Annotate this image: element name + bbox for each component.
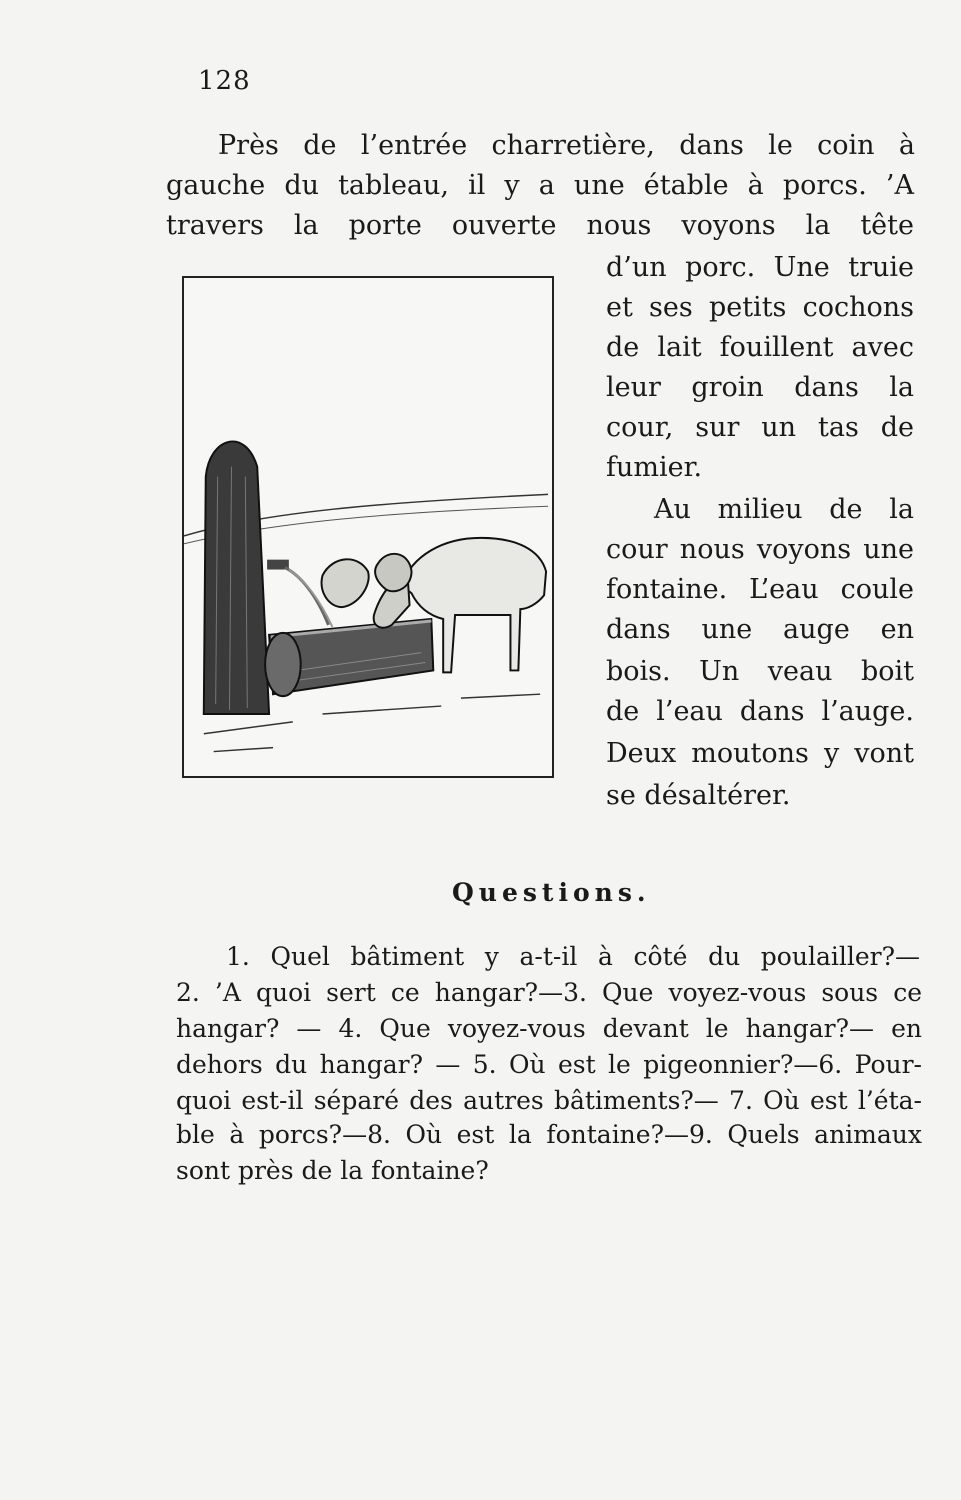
text-line: travers la porte ouverte nous voyons la tête [166, 210, 914, 241]
text-line: cour nous voyons une [606, 534, 914, 565]
text-line: fumier. [606, 452, 703, 483]
text-line: d’un porc. Une truie [606, 252, 914, 283]
question-line: 2. ’A quoi sert ce hangar?—3. Que voyez-vous sous ce [176, 978, 922, 1007]
text-line: cour, sur un tas de [606, 412, 914, 443]
fountain-post [204, 441, 269, 714]
questions-title: Questions. [452, 878, 651, 907]
text-line: se désaltérer. [606, 780, 791, 811]
sheep-head [322, 559, 369, 607]
text-line: Deux moutons y vont [606, 738, 914, 769]
text-line: gauche du tableau, il y a une étable à porcs. ’A [166, 170, 914, 201]
text-line: fontaine. L’eau coule [606, 574, 914, 605]
question-line: dehors du hangar? — 5. Où est le pigeonnier?—6. Pour- [176, 1050, 922, 1079]
question-line: quoi est-il séparé des autres bâtiments?— 7. Où est l’éta- [176, 1086, 922, 1115]
text-line: leur groin dans la [606, 372, 914, 403]
text-line: bois. Un veau boit [606, 656, 914, 687]
text-line: de lait fouillent avec [606, 332, 914, 363]
question-line: sont près de la fontaine? [176, 1156, 489, 1185]
question-line: 1. Quel bâtiment y a-t-il à côté du poulailler?— [226, 942, 920, 971]
text-line: Au milieu de la [654, 494, 914, 525]
sheep-head [375, 554, 411, 591]
question-line: hangar? — 4. Que voyez-vous devant le hangar?— en [176, 1014, 922, 1043]
question-line: ble à porcs?—8. Où est la fontaine?—9. Quels animaux [176, 1120, 922, 1149]
text-line: Près de l’entrée charretière, dans le coin à [218, 130, 915, 161]
text-line: et ses petits cochons [606, 292, 914, 323]
page-number: 128 [198, 66, 251, 96]
text-line: dans une auge en [606, 614, 914, 645]
text-line: de l’eau dans l’auge. [606, 696, 914, 727]
fountain-illustration [182, 276, 554, 778]
